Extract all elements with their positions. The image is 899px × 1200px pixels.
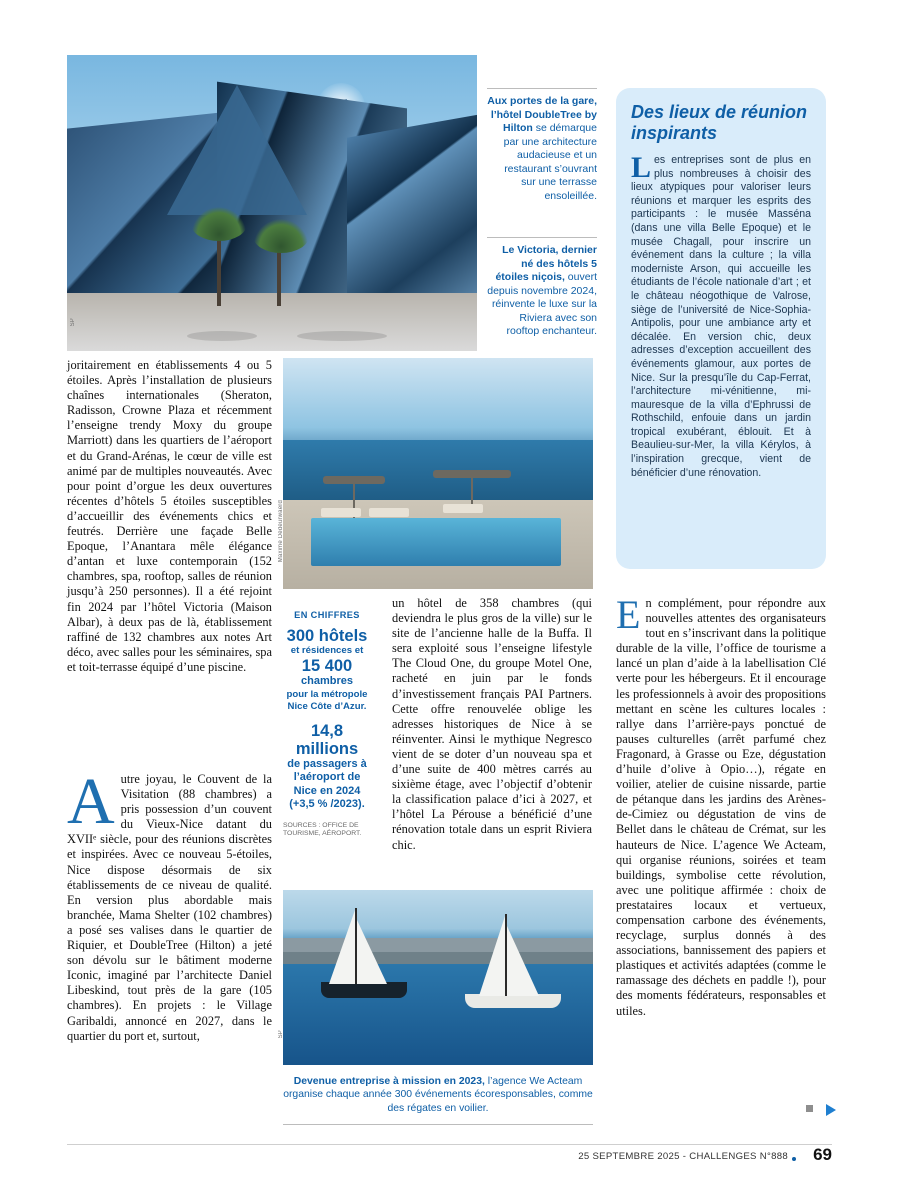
sidebar-title: Des lieux de réunion inspirants xyxy=(631,102,808,143)
caption-victoria-rest: ouvert depuis novembre 2024, réinvente le luxe sur la Riviera avec son rooftop enchanteur. xyxy=(487,271,597,337)
caption-doubletree xyxy=(487,88,597,203)
sun-lounger xyxy=(369,508,409,517)
photo-credit-hero: SP xyxy=(70,318,76,327)
parasol xyxy=(433,470,511,478)
sun-lounger xyxy=(443,504,483,513)
hero-photo-doubletree-hilton xyxy=(67,55,477,351)
stats-kicker: EN CHIFFRES xyxy=(294,610,360,620)
caption-doubletree-bold: Aux portes de la gare, l’hôtel DoubleTree by Hilton xyxy=(487,95,597,134)
stats-source: SOURCES : OFFICE DE TOURISME, AÉROPORT. xyxy=(283,821,362,838)
body-column-a-bottom xyxy=(67,765,272,1044)
stats-line-6: Nice Côte d’Azur. xyxy=(287,700,367,712)
caption-doubletree-text xyxy=(487,95,597,203)
pool-water xyxy=(311,518,561,566)
sidebar-dropcap: L xyxy=(631,151,652,184)
caption-victoria-bold: Le Victoria, dernier né des hôtels 5 étoiles niçois, xyxy=(495,244,597,283)
dropcap-c: E xyxy=(616,592,641,637)
stats-line-1: 300 hôtels xyxy=(286,627,368,645)
continue-arrow-icon xyxy=(826,1104,836,1116)
stats-line-5: pour la métropole xyxy=(286,688,368,700)
stats-line-9: l’aéroport de xyxy=(293,771,361,783)
photo-sailing-regatta xyxy=(283,890,593,1065)
palm-trunk xyxy=(217,236,221,306)
footer-issue-text: 25 SEPTEMBRE 2025 - CHALLENGES N°888 xyxy=(578,1151,788,1162)
stats-line-3: 15 400 xyxy=(301,657,353,675)
paragraph-a2-text: utre joyau, le Couvent de la Visitation (88 chambres) a pris possession d’un couvent du Vieux-Nice datant du XVIIᵉ siècle, pour des réunions discrètes et inspirées. Avec ce nouveau 5-étoiles, Nice dispose désormais de six établissements de ce niveau de qualité. En version plus abordable mais branchée, Mama Shelter (102 chambres) a posé ses valises dans le quartier de Riquier, et DoubleTree (Hilton) a jeté son dévolu sur le bâtiment moderne Iconic, imaginé par l’architecte Daniel Libeskind, tout près de la gare (105 chambres). En projets : le Village Garibaldi, annoncé en 2027, dans le quartier du port et, surtout, xyxy=(67,772,272,1043)
stats-block xyxy=(283,610,371,839)
body-column-b xyxy=(392,596,592,853)
parasol xyxy=(323,476,385,484)
stats-line-7: 14,8 millions xyxy=(295,721,359,758)
boat-mast xyxy=(355,908,357,984)
page-footer xyxy=(67,1144,832,1170)
footer-rule xyxy=(67,1144,832,1145)
ground-shadow xyxy=(297,331,387,341)
caption-victoria xyxy=(487,237,597,339)
footer-dot xyxy=(792,1157,796,1161)
body-column-a-top xyxy=(67,358,272,675)
stats-line-2: et résidences et xyxy=(290,645,364,656)
coastline-near xyxy=(283,952,593,964)
building-spike xyxy=(167,85,307,215)
ground-shadow xyxy=(187,331,257,341)
caption-regates xyxy=(283,1075,593,1125)
paragraph-c-text: n complément, pour répondre aux nouvelles attentes des organisateurs tout en s’inscrivant dans la politique durable de la ville, l’office de tourisme a lancé un plan d’aide à la labellisation Clé verte pour les hébergeurs. Et il encourage les professionnels à avoir des propositions mettant en scène les cultures locales : rallye dans l’arrière-pays ponctué de pauses culturelles (arrêt parfumé chez Fragonard, à Grasse ou Eze, dégustation d’huile d’olive à Opio…), régate en voilier, atelier de cuisine nissarde, partie de pétanque dans les jardins des Arènes-de-Cimiez ou dégustation de vins de Bellet dans le château de Crémat, sur les hauteurs de Nice. L’agence We Acteam, qui organise réunions, soirées et team buildings, symbolise cette révolution, avec une politique affirmée : choix de prestataires locaux et vertueux, compensation carbone des événements, recyclage, surplus donnés à des associations, bannissement des papiers et plastiques et activités adaptées (comme le ramassage des déchets en paddle !), pour des moments fédérateurs, responsables et utiles. xyxy=(616,596,826,1018)
end-of-article-mark xyxy=(806,1105,813,1112)
paragraph-a2 xyxy=(67,765,272,1044)
dropcap-a: A xyxy=(67,765,115,838)
stats-line-11: (+3,5 % /2023). xyxy=(289,798,365,810)
page-number: 69 xyxy=(813,1145,832,1164)
paragraph-a1: joritairement en établissements 4 ou 5 étoiles. Après l’installation de plusieurs chaînes internationales (Sheraton, Radisson, Crowne Plaza et récemment l’enseigne trendy Moxy du groupe Marriott) dans les quartiers de l’aéroport et du Grand-Arénas, le cœur de ville est animé par de multiples nouveautés. Avec pour point d’orgue les deux ouvertures récentes d’hôtels 5 étoiles susceptibles d’accueillir des événements chics et feutrés. Derrière une façade Belle Epoque, l’Anantara mêle élégance d’antan et luxe contemporain (152 chambres, spa, rooftop, salles de réunion jusqu’à 250 personnes). Il a été rejoint fin 2024 par l’hôtel Victoria (Maison Albar), à deux pas de là, établissement raffiné de 132 chambres aux notes Art déco, avec salles pour les séminaires, spa et toit-terrasse équipé d’une piscine. xyxy=(67,358,272,674)
caption-doubletree-rest: se démarque par une architecture audacieuse et un restaurant s’ouvrant sur une terrasse ensoleillée. xyxy=(503,122,597,202)
palm-trunk xyxy=(277,248,281,306)
palm-crown xyxy=(253,219,309,253)
stats-line-8: de passagers à xyxy=(287,757,367,770)
sidebar-box-lieux-de-reunion xyxy=(616,88,826,569)
palm-crown xyxy=(191,207,247,241)
photo-rooftop-pool xyxy=(283,358,593,589)
caption-victoria-text xyxy=(487,244,597,339)
sidebar-body-text: es entreprises sont de plus en plus nombreuses à choisir des lieux atypiques pour valoriser leurs réunions et marquer les esprits des participants : le musée Masséna (dans une villa Belle Epoque) et le musée Chagall, pour inscrire un événement dans la culture ; la villa moderniste Arson, qui accueille les étudiants de l’école nationale d’art ; et le château néogothique de Valrose, siège de l’université de Nice-Sophia-Antipolis, pour une ambiance arty et décalée. En version chic, deux adresses d’exception accueillent des événements glamour, aux portes de Nice. Sur la presqu’île du Cap-Ferrat, l’architecture mi-vénitienne, mi-mauresque de la villa d’Ephrussi de Rothschild, enfouie dans un jardin tropical exubérant, éblouit. Et à Beaulieu-sur-Mer, la villa Kérylos, à l’inspiration grecque, vient de bénéficier d’une rénovation. xyxy=(631,154,811,479)
boat-hull-dark xyxy=(321,982,407,998)
paragraph-b: un hôtel de 358 chambres (qui deviendra le plus gros de la ville) sur le site de l’ancienne halle de la Buffa. Il sera exploité sous l’enseigne lifestyle The Cloud One, du groupe Motel One, racheté en juin par le fonds d’investissement français PAI Partners. Cette offre renouvelée oblige les adresses historiques de Nice à se réinventer. Ainsi le mythique Negresco vient de se doter d’un nouveau spa et d’une suite de 400 mètres carrés au sixième étage, avec l’objectif d’obtenir la classification palace d’ici à 2027, et l’hôtel La Pérouse a bénéficié d’une rénovation totale dans un esprit Riviera chic. xyxy=(392,596,592,852)
caption-regates-bold: Devenue entreprise à mission en 2023, xyxy=(293,1076,485,1087)
caption-regates-rest: l’agence We Acteam organise chaque année 300 événements écoresponsables, comme des régates en voilier. xyxy=(283,1076,593,1114)
stats-line-4: chambres xyxy=(301,675,353,687)
caption-rule xyxy=(283,1124,593,1125)
caption-rule xyxy=(487,88,597,89)
sun-lounger xyxy=(321,508,361,517)
boat-hull-white xyxy=(465,994,561,1008)
sidebar-body xyxy=(631,151,811,480)
body-column-c xyxy=(616,592,826,1019)
boat-mast xyxy=(505,914,507,996)
photo-credit-sail: SP xyxy=(278,1030,284,1039)
caption-rule xyxy=(487,237,597,238)
paragraph-c xyxy=(616,592,826,1019)
photo-credit-pool: Maxime Dedeurwaerd xyxy=(278,500,284,563)
plaza-ground xyxy=(67,293,477,351)
stats-line-10: Nice en 2024 xyxy=(293,784,361,797)
